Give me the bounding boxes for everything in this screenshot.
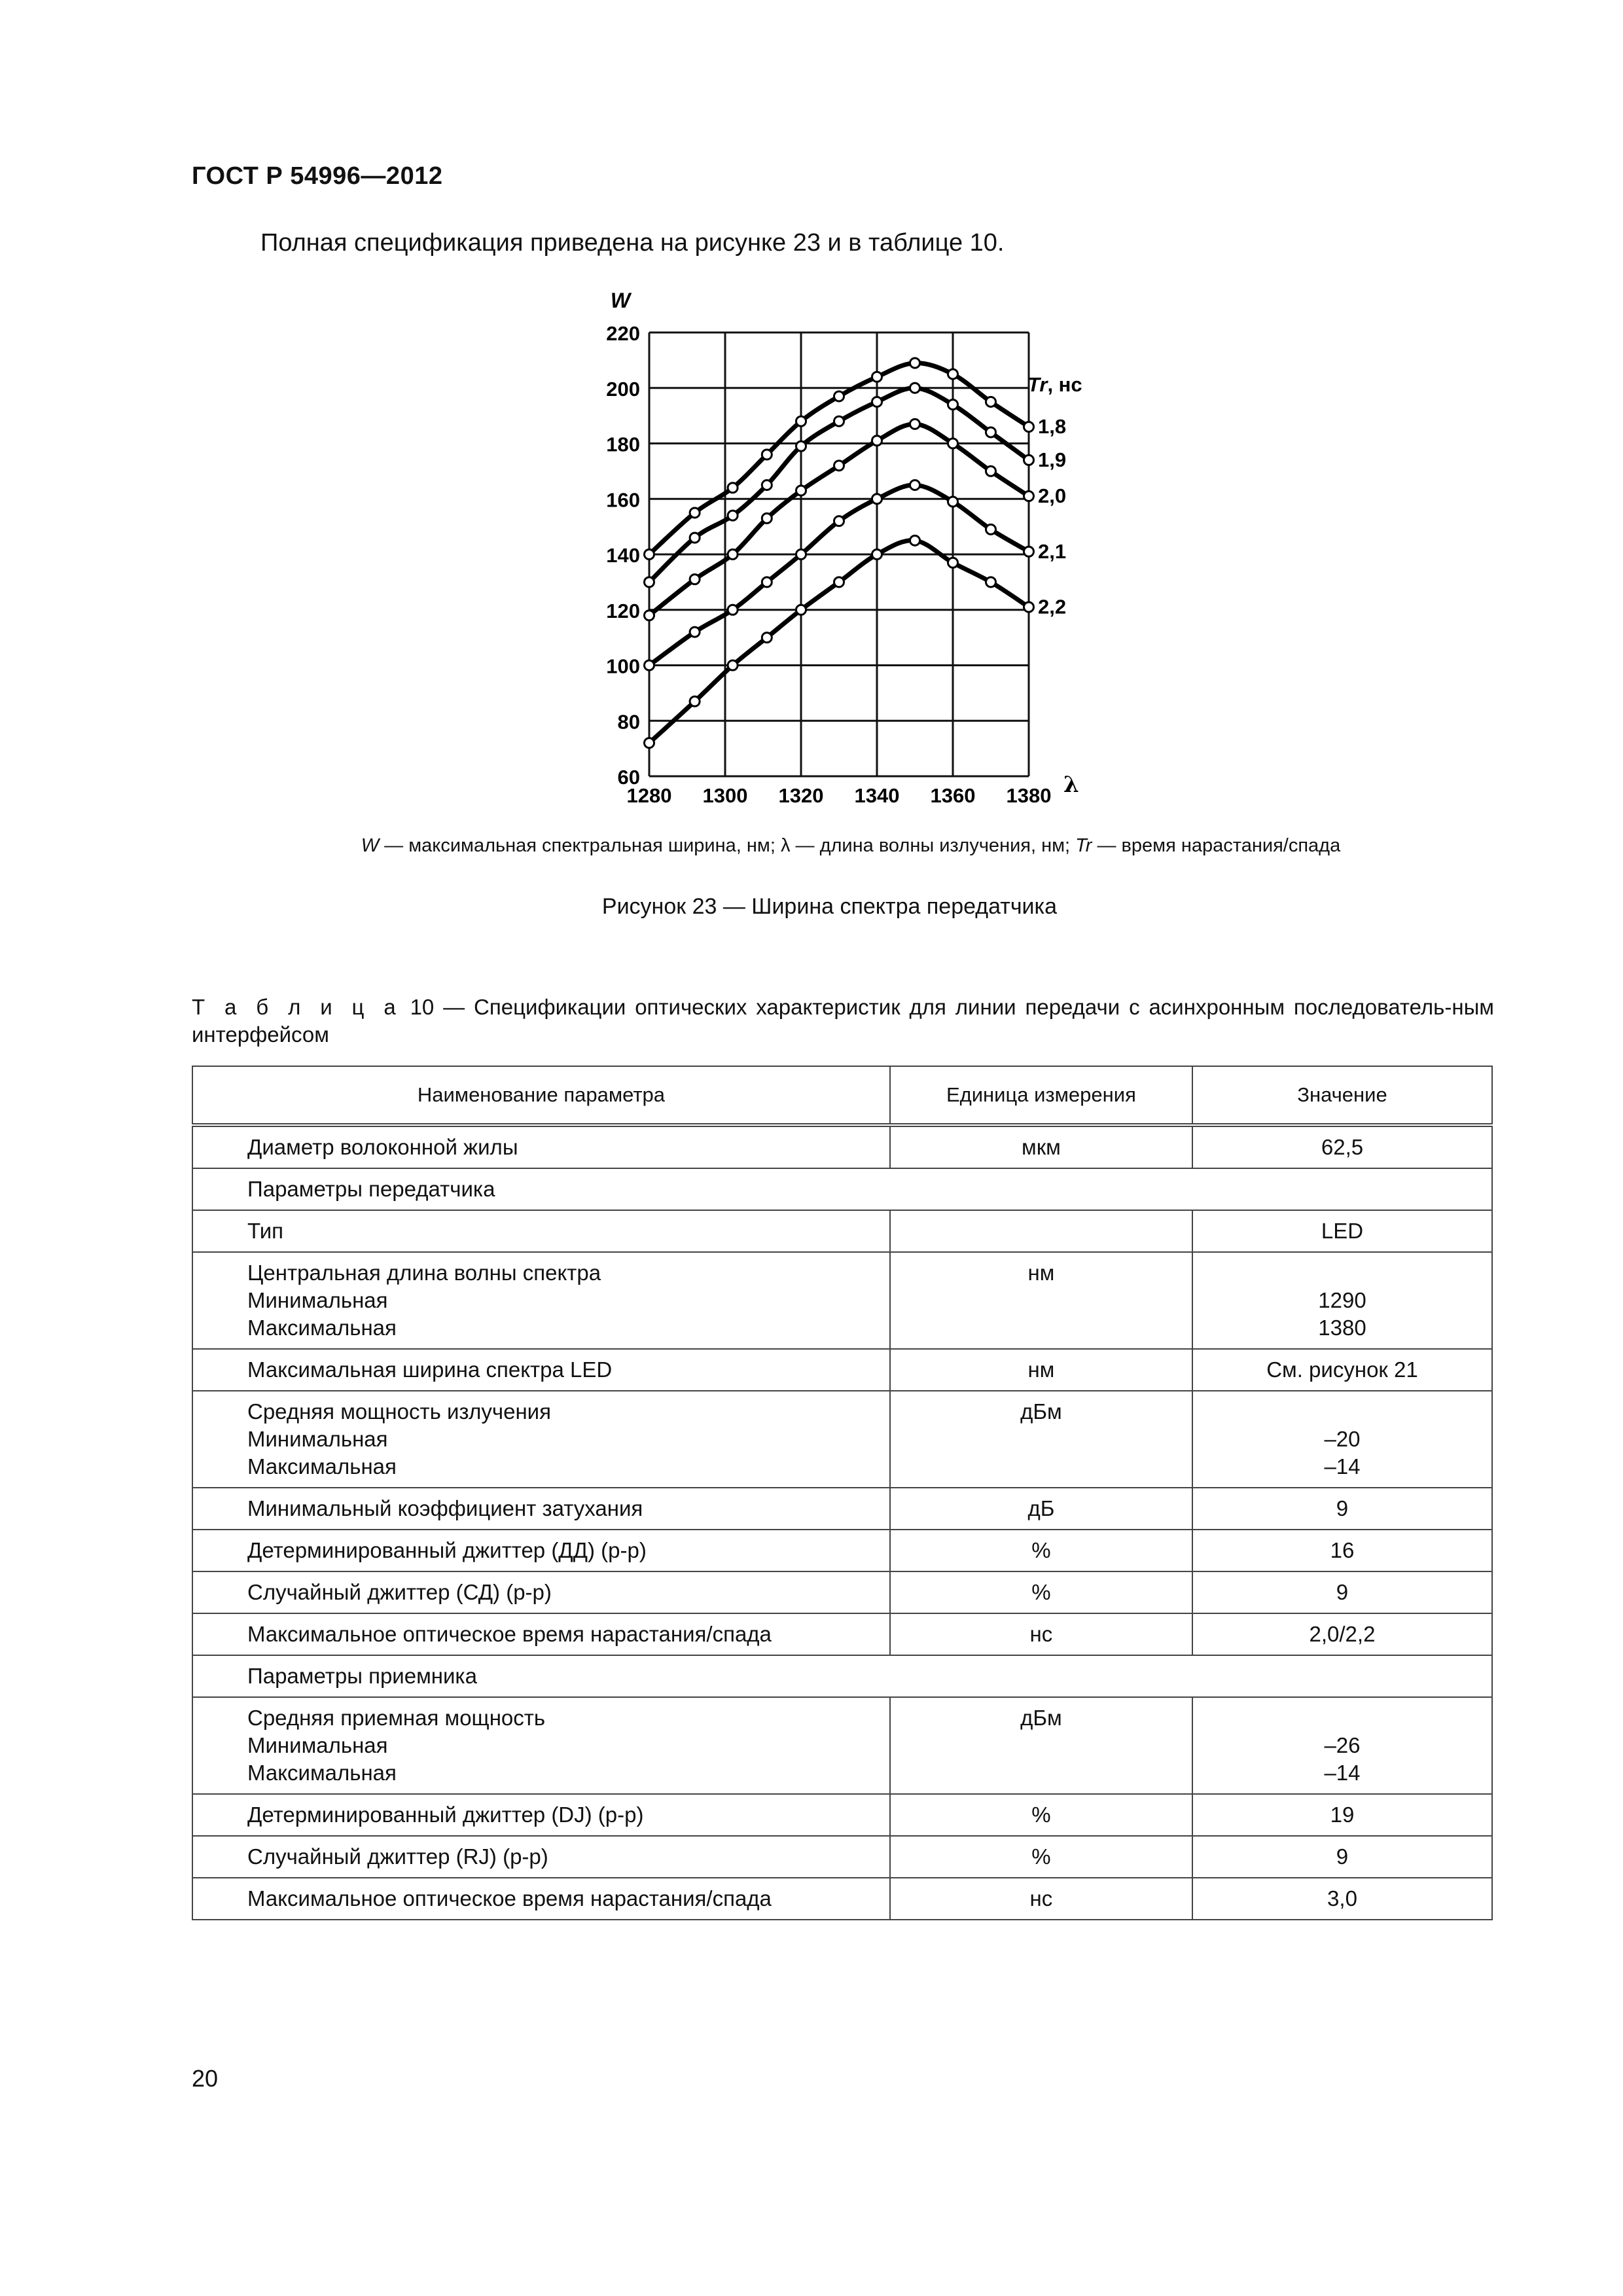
data-point	[796, 605, 806, 615]
x-tick-label: 1300	[702, 784, 748, 807]
parameter-cell	[192, 1697, 890, 1794]
data-point	[872, 550, 882, 560]
data-point	[762, 633, 772, 643]
value-cell	[1192, 1878, 1492, 1920]
parameter-value	[1193, 1259, 1491, 1287]
header-parameter: Наименование параметра	[192, 1066, 890, 1125]
parameter-name: Детерминированный джиттер (ДД) (p-p)	[247, 1538, 647, 1562]
parameter-value: 62,5	[1321, 1135, 1364, 1159]
data-point	[728, 605, 738, 615]
figure-caption: Рисунок 23 — Ширина спектра передатчика	[601, 894, 1058, 919]
table-row	[192, 1488, 1492, 1530]
data-point	[1024, 492, 1034, 501]
value-cell	[1192, 1613, 1492, 1655]
data-point	[645, 577, 654, 587]
data-point	[796, 416, 806, 426]
value-cell	[1192, 1571, 1492, 1613]
parameter-value: 9	[1336, 1844, 1349, 1869]
parameter-cell	[192, 1794, 890, 1836]
parameter-name: Случайный джиттер (RJ) (p-p)	[247, 1844, 548, 1869]
data-point	[986, 466, 996, 476]
parameter-value: 9	[1336, 1580, 1349, 1604]
value-cell	[1192, 1530, 1492, 1571]
data-point	[872, 397, 882, 406]
data-point	[986, 524, 996, 534]
unit-cell: нм	[890, 1349, 1192, 1391]
spec-table	[192, 1066, 1493, 1920]
series-2-1	[645, 480, 1067, 670]
data-point	[690, 696, 700, 706]
table-row	[192, 1836, 1492, 1878]
y-tick-label: 140	[606, 544, 640, 567]
series-label: 1,8	[1038, 415, 1067, 439]
parameter-value: –20	[1324, 1427, 1361, 1451]
table-row	[192, 1252, 1492, 1349]
data-point	[910, 480, 920, 490]
series-label: 2,1	[1038, 539, 1067, 563]
parameter-name: Максимальная ширина спектра LED	[247, 1357, 613, 1382]
intro-paragraph: Полная спецификация приведена на рисунке 23 и в таблице 10.	[260, 229, 1005, 257]
parameter-name: Средняя мощность излучения	[247, 1399, 551, 1424]
parameter-cell	[192, 1613, 890, 1655]
parameter-cell	[192, 1391, 890, 1488]
data-point	[872, 436, 882, 446]
x-tick-label: 1280	[626, 784, 672, 807]
parameter-value: 1290	[1318, 1288, 1366, 1312]
legend-title	[1027, 373, 1082, 396]
data-point	[872, 372, 882, 382]
lambda-symbol: λ	[780, 835, 791, 856]
x-axis-label: λ	[1063, 772, 1079, 798]
table-row	[192, 1878, 1492, 1920]
parameter-value: LED	[1321, 1219, 1364, 1243]
parameter-value: –14	[1324, 1454, 1361, 1479]
tr-symbol: Tr	[1075, 835, 1092, 856]
x-tick-label: 1380	[1006, 784, 1052, 807]
w-symbol: W	[361, 835, 380, 856]
data-point	[948, 439, 958, 448]
group-label: Параметры приемника	[192, 1655, 1492, 1697]
table-row	[192, 1349, 1492, 1391]
parameter-name: Средняя приемная мощность	[247, 1706, 546, 1730]
parameter-cell	[192, 1488, 890, 1530]
unit-cell	[890, 1210, 1192, 1252]
legend-title-unit: , нс	[1047, 373, 1082, 396]
data-point	[910, 358, 920, 368]
y-axis-label: W	[610, 289, 631, 312]
table-row	[192, 1391, 1492, 1488]
parameter-value: –26	[1324, 1733, 1361, 1757]
unit-cell: дБм	[890, 1697, 1192, 1794]
x-tick-label: 1340	[854, 784, 900, 807]
series-1-9	[645, 383, 1067, 587]
y-tick-label: 200	[606, 377, 640, 401]
parameter-value: См. рисунок 21	[1266, 1357, 1418, 1382]
unit-cell: мкм	[890, 1125, 1192, 1168]
header-value: Значение	[1192, 1066, 1492, 1125]
data-point	[690, 627, 700, 637]
table-label: Т а б л и ц а	[192, 995, 401, 1019]
parameter-value: –14	[1324, 1761, 1361, 1785]
unit-cell: дБм	[890, 1391, 1192, 1488]
data-point	[796, 441, 806, 451]
parameter-cell	[192, 1125, 890, 1168]
value-cell	[1192, 1391, 1492, 1488]
parameter-value: 9	[1336, 1496, 1349, 1520]
value-cell	[1192, 1210, 1492, 1252]
parameter-name: Минимальная	[247, 1427, 388, 1451]
parameter-value: 19	[1330, 1803, 1355, 1827]
parameter-cell	[192, 1210, 890, 1252]
value-cell	[1192, 1697, 1492, 1794]
data-point	[645, 738, 654, 748]
data-point	[872, 494, 882, 504]
y-tick-label: 120	[606, 599, 640, 622]
table-row	[192, 1125, 1492, 1168]
group-label: Параметры передатчика	[192, 1168, 1492, 1210]
y-tick-label: 180	[606, 433, 640, 456]
data-point	[728, 550, 738, 560]
data-point	[834, 416, 844, 426]
parameter-value	[1193, 1704, 1491, 1732]
data-point	[690, 508, 700, 518]
parameter-name: Диаметр волоконной жилы	[247, 1135, 518, 1159]
data-point	[948, 400, 958, 410]
table-row	[192, 1530, 1492, 1571]
table-header-row	[192, 1066, 1492, 1125]
value-cell	[1192, 1125, 1492, 1168]
data-point	[1024, 422, 1034, 432]
data-point	[910, 419, 920, 429]
data-point	[910, 383, 920, 393]
y-tick-label: 220	[606, 322, 640, 345]
data-point	[948, 558, 958, 567]
data-point	[728, 483, 738, 493]
header-unit: Единица измерения	[890, 1066, 1192, 1125]
table-group-row	[192, 1168, 1492, 1210]
data-point	[910, 535, 920, 545]
parameter-value: 3,0	[1327, 1886, 1357, 1910]
data-point	[1024, 455, 1034, 465]
spectrum-width-chart	[576, 281, 1165, 818]
data-point	[690, 575, 700, 584]
unit-cell: %	[890, 1530, 1192, 1571]
series-label: 2,2	[1038, 595, 1067, 619]
parameter-cell	[192, 1836, 890, 1878]
data-point	[796, 550, 806, 560]
data-point	[762, 450, 772, 459]
data-point	[948, 497, 958, 507]
data-point	[728, 511, 738, 520]
unit-cell: нс	[890, 1613, 1192, 1655]
data-point	[762, 480, 772, 490]
parameter-name: Максимальная	[247, 1454, 397, 1479]
y-tick-label: 160	[606, 488, 640, 512]
value-cell	[1192, 1349, 1492, 1391]
parameter-name: Минимальная	[247, 1733, 388, 1757]
parameter-cell	[192, 1252, 890, 1349]
data-point	[948, 369, 958, 379]
table-body	[192, 1125, 1492, 1920]
parameter-value	[1193, 1398, 1491, 1426]
value-cell	[1192, 1252, 1492, 1349]
parameter-value: 16	[1330, 1538, 1355, 1562]
series-line	[649, 485, 1029, 665]
parameter-name: Центральная длина волны спектра	[247, 1261, 601, 1285]
table-row	[192, 1794, 1492, 1836]
table-title: 10 — Спецификации оптических характеристик для линии передачи с асинхронным последователь-ным интерфейсом	[192, 995, 1494, 1047]
series-label: 1,9	[1038, 448, 1067, 471]
data-point	[762, 513, 772, 523]
series-2-2	[645, 535, 1067, 747]
data-point	[986, 577, 996, 587]
table-group-row	[192, 1655, 1492, 1697]
data-point	[728, 660, 738, 670]
table-row	[192, 1210, 1492, 1252]
data-point	[986, 427, 996, 437]
lambda-description: — длина волны излучения, нм;	[790, 835, 1076, 856]
data-point	[834, 391, 844, 401]
data-point	[834, 461, 844, 471]
series-label: 2,0	[1038, 484, 1067, 508]
parameter-name: Максимальное оптическое время нарастания/спада	[247, 1622, 772, 1646]
unit-cell: дБ	[890, 1488, 1192, 1530]
unit-cell: %	[890, 1794, 1192, 1836]
y-tick-label: 80	[617, 710, 640, 734]
value-cell	[1192, 1488, 1492, 1530]
data-point	[834, 577, 844, 587]
data-point	[986, 397, 996, 406]
value-cell	[1192, 1794, 1492, 1836]
unit-cell: %	[890, 1571, 1192, 1613]
parameter-cell	[192, 1530, 890, 1571]
page-number: 20	[192, 2065, 219, 2092]
parameter-name: Максимальное оптическое время нарастания/спада	[247, 1886, 772, 1910]
parameter-cell	[192, 1571, 890, 1613]
table-row	[192, 1571, 1492, 1613]
table-row	[192, 1697, 1492, 1794]
unit-cell: %	[890, 1836, 1192, 1878]
data-point	[834, 516, 844, 526]
x-tick-label: 1320	[778, 784, 824, 807]
parameter-cell	[192, 1349, 890, 1391]
data-point	[645, 611, 654, 620]
data-point	[762, 577, 772, 587]
parameter-name: Тип	[247, 1219, 284, 1243]
x-tick-label: 1360	[930, 784, 976, 807]
data-point	[796, 486, 806, 495]
parameter-name: Минимальная	[247, 1288, 388, 1312]
unit-cell: нс	[890, 1878, 1192, 1920]
parameter-name: Случайный джиттер (СД) (p-p)	[247, 1580, 552, 1604]
figure-legend-note	[0, 835, 1623, 857]
y-tick-label: 100	[606, 655, 640, 678]
y-tick-label: 60	[617, 766, 640, 789]
data-point	[645, 660, 654, 670]
data-point	[1024, 602, 1034, 612]
table-caption	[192, 994, 1494, 1049]
parameter-name: Детерминированный джиттер (DJ) (p-p)	[247, 1803, 644, 1827]
parameter-name: Минимальный коэффициент затухания	[247, 1496, 643, 1520]
chart-series	[645, 358, 1067, 748]
data-point	[690, 533, 700, 543]
value-cell	[1192, 1836, 1492, 1878]
parameter-value: 2,0/2,2	[1309, 1622, 1376, 1646]
legend-title-symbol: Tr	[1027, 373, 1048, 396]
w-description: — максимальная спектральная ширина, нм;	[379, 835, 781, 856]
tr-description: — время нарастания/спада	[1092, 835, 1341, 856]
parameter-name: Максимальная	[247, 1761, 397, 1785]
table-row	[192, 1613, 1492, 1655]
parameter-name: Максимальная	[247, 1316, 397, 1340]
parameter-value: 1380	[1318, 1316, 1366, 1340]
unit-cell: нм	[890, 1252, 1192, 1349]
document-header: ГОСТ Р 54996—2012	[192, 162, 443, 190]
data-point	[1024, 547, 1034, 556]
parameter-cell	[192, 1878, 890, 1920]
data-point	[645, 550, 654, 560]
